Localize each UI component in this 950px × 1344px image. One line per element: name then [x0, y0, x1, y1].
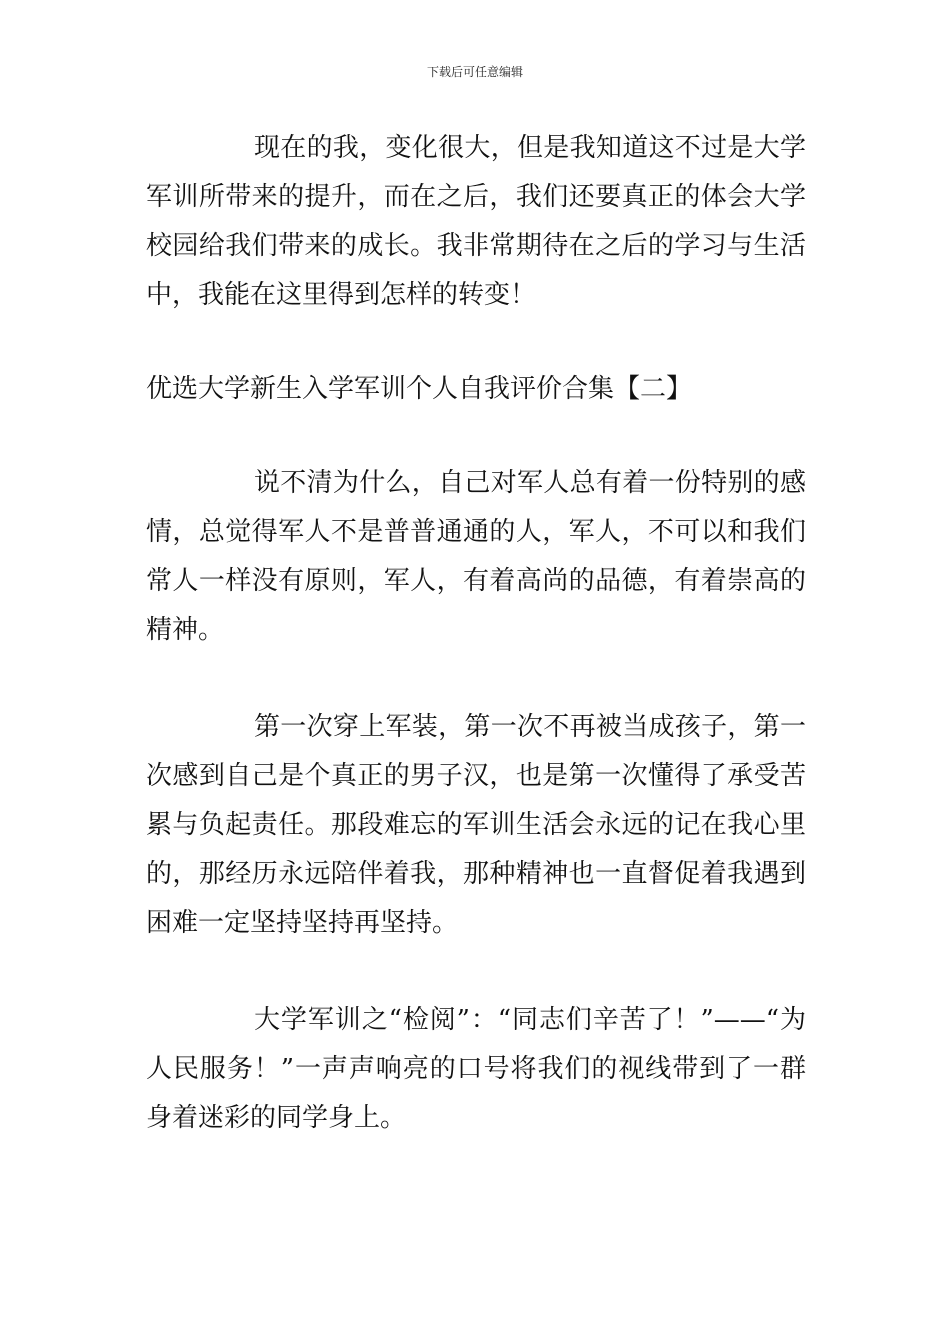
document-body	[146, 124, 806, 1143]
spacer	[146, 948, 806, 996]
section-heading: 优选大学新生入学军训个人自我评价合集【二】	[146, 374, 693, 404]
paragraph-4: 大学军训之“检阅”：“同志们辛苦了！”——“为人民服务！”一声声响亮的口号将我们的视线带到了一群身着迷彩的同学身上。	[146, 1005, 806, 1133]
paragraph-3: 第一次穿上军装，第一次不再被当成孩子，第一次感到自己是个真正的男子汉，也是第一次懂得了承受苦累与负起责任。那段难忘的军训生活会永远的记在我心里的，那经历永远陪伴着我，那种精神也一直督促着我遇到困难一定坚持坚持再坚持。	[146, 712, 806, 938]
page-header-note: 下载后可任意编辑	[426, 65, 523, 79]
spacer	[146, 414, 806, 459]
spacer	[146, 655, 806, 703]
paragraph-2: 说不清为什么，自己对军人总有着一份特别的感情，总觉得军人不是普普通通的人，军人，不可以和我们常人一样没有原则，军人，有着高尚的品德，有着崇高的精神。	[146, 468, 806, 645]
spacer	[146, 320, 806, 365]
paragraph-1: 现在的我，变化很大，但是我知道这不过是大学军训所带来的提升，而在之后，我们还要真正的体会大学校园给我们带来的成长。我非常期待在之后的学习与生活中，我能在这里得到怎样的转变！	[146, 133, 806, 310]
